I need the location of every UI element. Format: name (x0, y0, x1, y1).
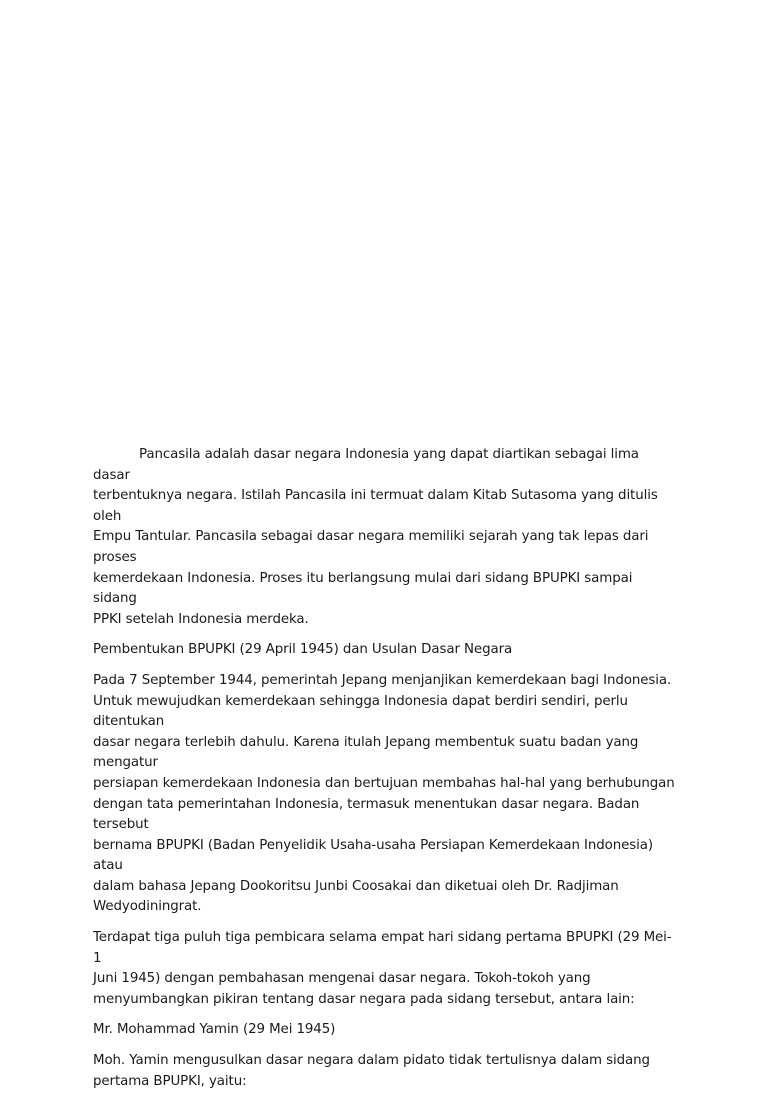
section-heading-yamin: Mr. Mohammad Yamin (29 Mei 1945) (93, 1022, 336, 1038)
body-paragraph-yamin-proposal: Moh. Yamin mengusulkan dasar negara dalam pidato tidak tertulisnya dalam sidang pertama BPUPKI, yaitu: (93, 1053, 650, 1089)
body-paragraph-first-session: Terdapat tiga puluh tiga pembicara selama empat hari sidang pertama BPUPKI (29 Mei-1 Juni 1945) dengan pembahasan mengenai dasar negara. Tokoh-tokoh yang menyumbangkan pikiran tentang dasar negara pada sidang tersebut, antara lain: (93, 930, 672, 1007)
section-heading-bpupki: Pembentukan BPUPKI (29 April 1945) dan Usulan Dasar Negara (93, 642, 513, 658)
body-paragraph-bpupki-formation: Pada 7 September 1944, pemerintah Jepang menjanjikan kemerdekaan bagi Indonesia. Untuk mewujudkan kemerdekaan sehingga Indonesia dapat berdiri sendiri, perlu ditentukan dasar negara terlebih dahulu. Karena itulah Jepang membentuk suatu badan yang mengatur persiapan kemerdekaan Indonesia dan bertujuan membahas hal-hal yang berhubungan dengan tata pemerintahan Indonesia, termasuk menentukan dasar negara. Badan tersebut bernama BPUPKI (Badan Penyelidik Usaha-usaha Persiapan Kemerdekaan Indonesia) atau dalam bahasa Jepang Dookoritsu Junbi Coosakai dan diketuai oleh Dr. Radjiman Wedyodiningrat. (93, 672, 675, 915)
document-body (93, 445, 679, 1102)
intro-paragraph: Pancasila adalah dasar negara Indonesia yang dapat diartikan sebagai lima dasar terbentuknya negara. Istilah Pancasila ini termuat dalam Kitab Sutasoma yang ditulis oleh Empu Tantular. Pancasila sebagai dasar negara memiliki sejarah yang tak lepas dari proses kemerdekaan Indonesia. Proses itu berlangsung mulai dari sidang BPUPKI sampai sidang PPKI setelah Indonesia merdeka. (93, 447, 658, 627)
